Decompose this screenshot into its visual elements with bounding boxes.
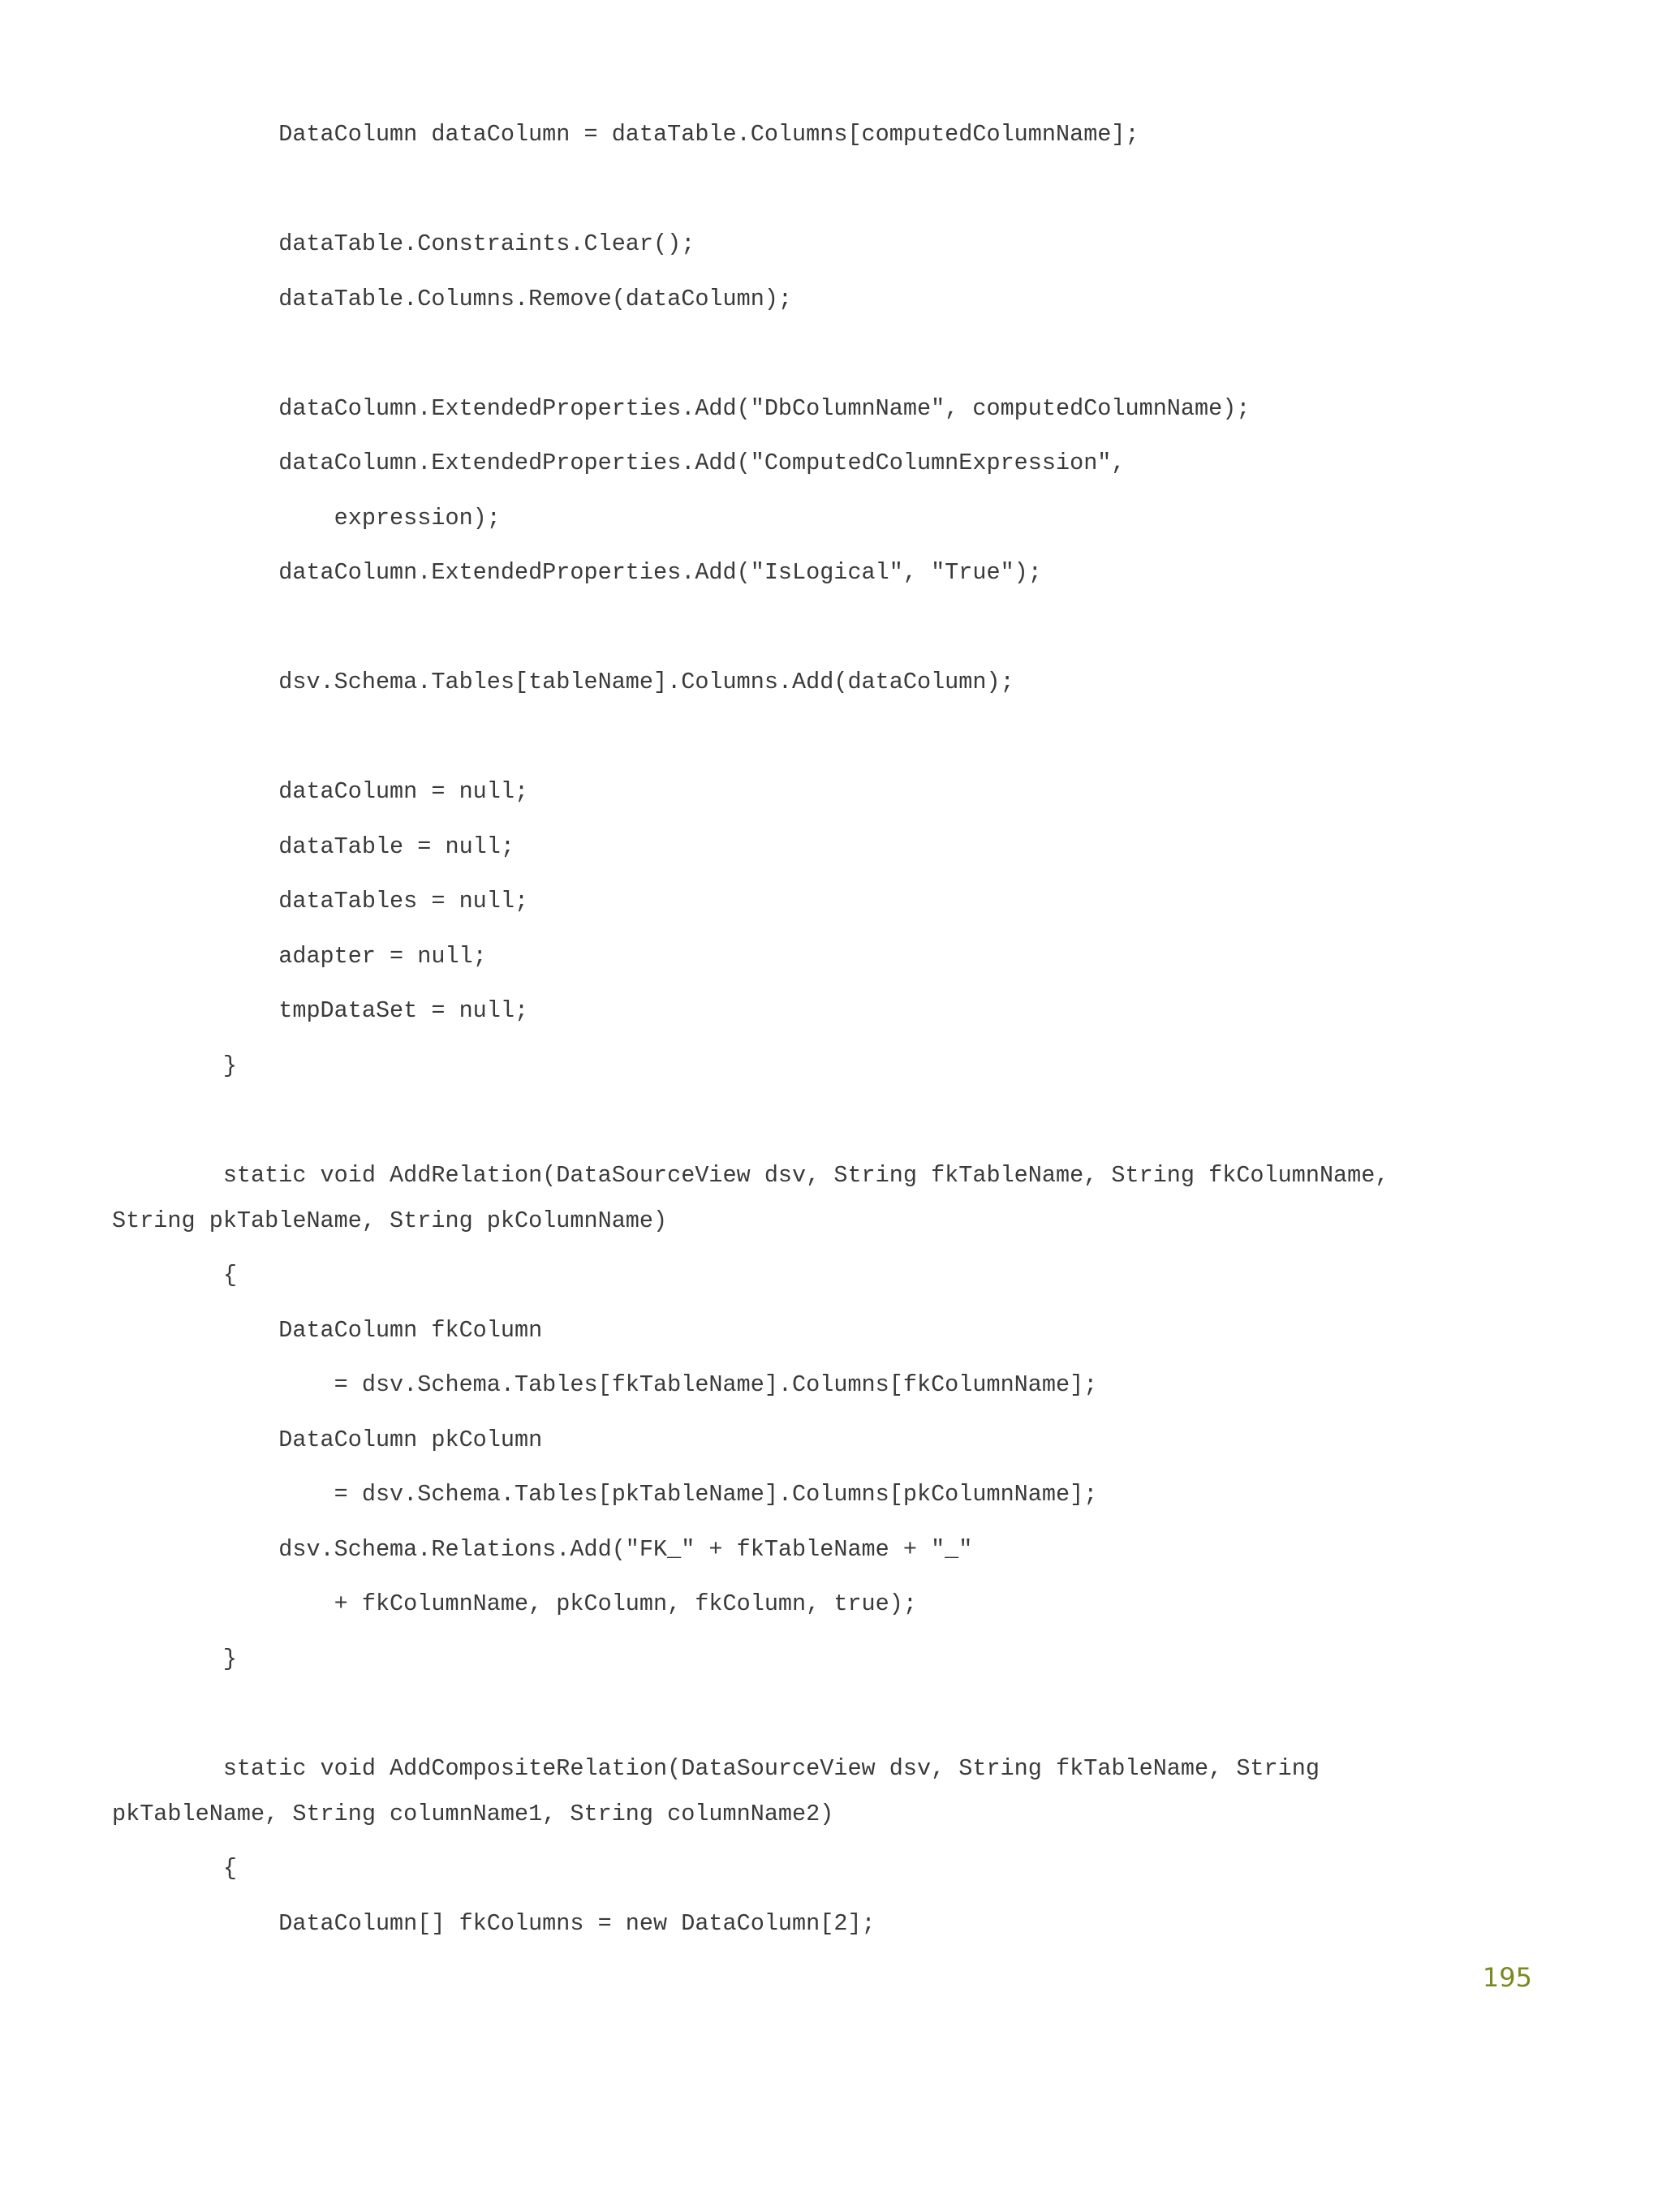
code-line xyxy=(112,1698,1540,1753)
code-line: dataTable.Columns.Remove(dataColumn); xyxy=(112,285,793,312)
code-line: String pkTableName, String pkColumnName) xyxy=(112,1207,668,1234)
code-line: = dsv.Schema.Tables[pkTableName].Columns[pkColumnName]; xyxy=(112,1481,1098,1508)
code-line: dataTable.Constraints.Clear(); xyxy=(112,230,695,257)
code-line: = dsv.Schema.Tables[fkTableName].Columns[fkColumnName]; xyxy=(112,1371,1098,1398)
code-line: adapter = null; xyxy=(112,942,487,970)
code-line: dataColumn.ExtendedProperties.Add("IsLogical", "True"); xyxy=(112,559,1042,586)
code-line: dataTable = null; xyxy=(112,833,515,860)
code-line: pkTableName, String columnName1, String columnName2) xyxy=(112,1800,834,1827)
code-line: } xyxy=(112,1645,237,1672)
page-number: 195 xyxy=(1482,1962,1532,1993)
code-line: } xyxy=(112,1052,237,1079)
code-line: { xyxy=(112,1262,237,1289)
code-line: dataColumn.ExtendedProperties.Add("DbColumnName", computedColumnName); xyxy=(112,394,1251,422)
code-line: + fkColumnName, pkColumn, fkColumn, true); xyxy=(112,1590,917,1617)
code-line: static void AddRelation(DataSourceView dsv, String fkTableName, String fkColumnName, xyxy=(112,1161,1389,1189)
code-block xyxy=(112,118,1540,1962)
code-line xyxy=(112,338,1540,393)
code-line: dsv.Schema.Relations.Add("FK_" + fkTableName + "_" xyxy=(112,1535,973,1563)
code-line: DataColumn pkColumn xyxy=(112,1426,543,1453)
code-line xyxy=(112,174,1540,229)
code-line: DataColumn[] fkColumns = new DataColumn[2]; xyxy=(112,1909,876,1937)
code-line: expression); xyxy=(112,504,501,531)
code-line: tmpDataSet = null; xyxy=(112,997,529,1024)
code-line: static void AddCompositeRelation(DataSourceView dsv, String fkTableName, String xyxy=(112,1754,1320,1782)
code-line: dataTables = null; xyxy=(112,888,529,914)
code-line xyxy=(112,1104,1540,1160)
code-line: DataColumn fkColumn xyxy=(112,1316,543,1344)
code-line xyxy=(112,612,1540,667)
code-line: dataColumn = null; xyxy=(112,778,529,805)
code-line: dataColumn.ExtendedProperties.Add("ComputedColumnExpression", xyxy=(112,450,1126,476)
code-line: { xyxy=(112,1855,237,1882)
code-line xyxy=(112,721,1540,777)
code-line: dsv.Schema.Tables[tableName].Columns.Add(dataColumn); xyxy=(112,669,1014,695)
code-line: DataColumn dataColumn = dataTable.Columns[computedColumnName]; xyxy=(112,121,1139,148)
